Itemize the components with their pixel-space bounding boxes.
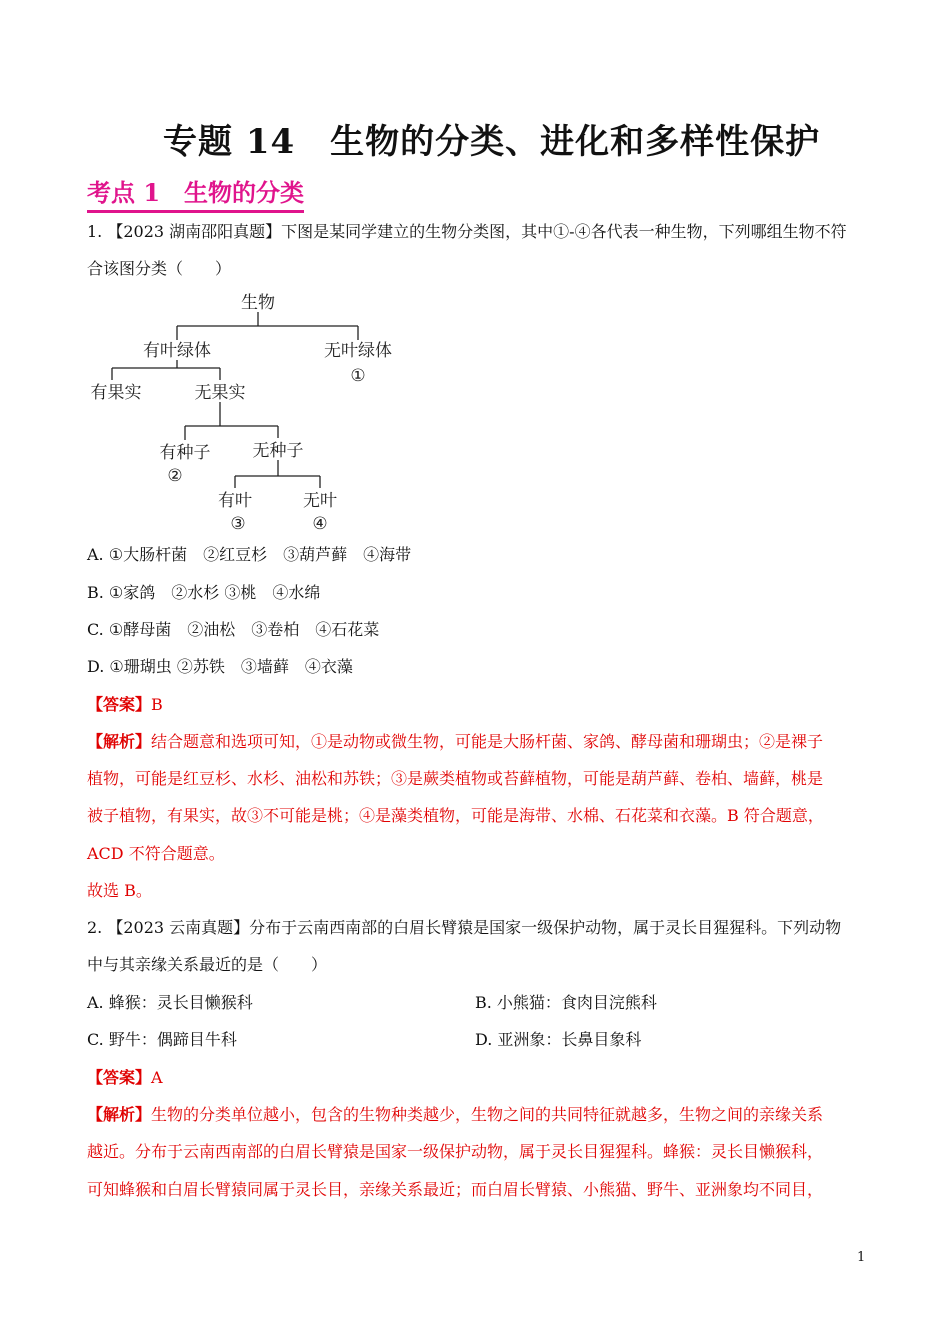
q1-conclusion: 故选 B。 xyxy=(87,881,152,900)
tree-node-has-leaf: 有叶 xyxy=(218,491,252,511)
q1-option-d: D. ①珊瑚虫 ②苏铁 ③墙藓 ④衣藻 xyxy=(87,657,353,676)
page-title: 专题 14 生物的分类、进化和多样性保护 xyxy=(163,122,821,162)
q2-option-d: D. 亚洲象：长鼻目象科 xyxy=(475,1030,642,1049)
tree-mark-1: ① xyxy=(350,366,366,386)
tree-mark-2: ② xyxy=(167,466,183,486)
q1-option-a: A. ①大肠杆菌 ②红豆杉 ③葫芦藓 ④海带 xyxy=(87,545,412,564)
tree-node-no-fruit: 无果实 xyxy=(194,383,246,403)
q2-analysis-line1 xyxy=(87,1105,823,1125)
q2-option-b: B. 小熊猫：食肉目浣熊科 xyxy=(475,993,657,1012)
q1-stem-line1: 1. 【2023 湖南邵阳真题】下图是某同学建立的生物分类图，其中①-④各代表一种生物，下列哪组生物不符 xyxy=(87,222,847,241)
q1-analysis-line4: ACD 不符合题意。 xyxy=(87,844,225,863)
tree-node-has-seed: 有种子 xyxy=(159,443,211,463)
q2-answer-value: A xyxy=(151,1068,163,1087)
tree-node-has-fruit: 有果实 xyxy=(90,383,142,403)
q1-answer-value: B xyxy=(151,695,163,714)
q1-analysis-text1: 结合题意和选项可知，①是动物或微生物，可能是大肠杆菌、家鸽、酵母菌和珊瑚虫；②是裸子 xyxy=(151,732,824,751)
q1-option-b: B. ①家鸽 ②水杉 ③桃 ④水绵 xyxy=(87,583,321,602)
tree-node-no-seed: 无种子 xyxy=(252,441,304,461)
q1-analysis-line1 xyxy=(87,732,823,752)
q2-analysis-line2: 越近。分布于云南西南部的白眉长臂猿是国家一级保护动物，属于灵长目猩猩科。蜂猴：灵长目懒猴科， xyxy=(87,1142,824,1161)
q2-option-c: C. 野牛：偶蹄目牛科 xyxy=(87,1030,237,1049)
page-number: 1 xyxy=(857,1250,866,1265)
tree-node-no-leaf: 无叶 xyxy=(303,491,337,511)
q1-answer xyxy=(87,695,163,715)
q1-stem-line2: 合该图分类（ ） xyxy=(87,259,232,278)
q2-analysis-label: 【解析】 xyxy=(87,1105,152,1124)
tree-node-no-chlorophyll: 无叶绿体 xyxy=(324,341,392,361)
q1-answer-label: 【答案】 xyxy=(87,695,152,714)
tree-mark-3: ③ xyxy=(230,514,246,534)
q2-answer xyxy=(87,1068,163,1088)
classification-tree-diagram xyxy=(80,288,410,538)
q1-option-c: C. ①酵母菌 ②油松 ③卷柏 ④石花菜 xyxy=(87,620,380,639)
tree-node-root: 生物 xyxy=(241,293,275,313)
tree-node-has-chlorophyll: 有叶绿体 xyxy=(143,341,211,361)
q2-answer-label: 【答案】 xyxy=(87,1068,152,1087)
section-heading: 考点 1 生物的分类 xyxy=(87,173,304,213)
q2-stem-line1: 2. 【2023 云南真题】分布于云南西南部的白眉长臂猿是国家一级保护动物，属于灵长目猩猩科。下列动物 xyxy=(87,918,842,937)
q2-option-a: A. 蜂猴：灵长目懒猴科 xyxy=(87,993,253,1012)
tree-mark-4: ④ xyxy=(312,514,328,534)
q2-analysis-text1: 生物的分类单位越小，包含的生物种类越少，生物之间的共同特征就越多，生物之间的亲缘关系 xyxy=(151,1105,824,1124)
q1-analysis-line3: 被子植物，有果实，故③不可能是桃；④是藻类植物，可能是海带、水棉、石花菜和衣藻。B 符合题意， xyxy=(87,806,824,825)
q2-stem-line2: 中与其亲缘关系最近的是（ ） xyxy=(87,955,328,974)
q2-analysis-line3: 可知蜂猴和白眉长臂猿同属于灵长目，亲缘关系最近；而白眉长臂猿、小熊猫、野牛、亚洲象均不同目， xyxy=(87,1180,824,1199)
q1-analysis-line2: 植物，可能是红豆杉、水杉、油松和苏铁；③是蕨类植物或苔藓植物，可能是葫芦藓、卷柏、墙藓，桃是 xyxy=(87,769,824,788)
q1-analysis-label: 【解析】 xyxy=(87,732,152,751)
